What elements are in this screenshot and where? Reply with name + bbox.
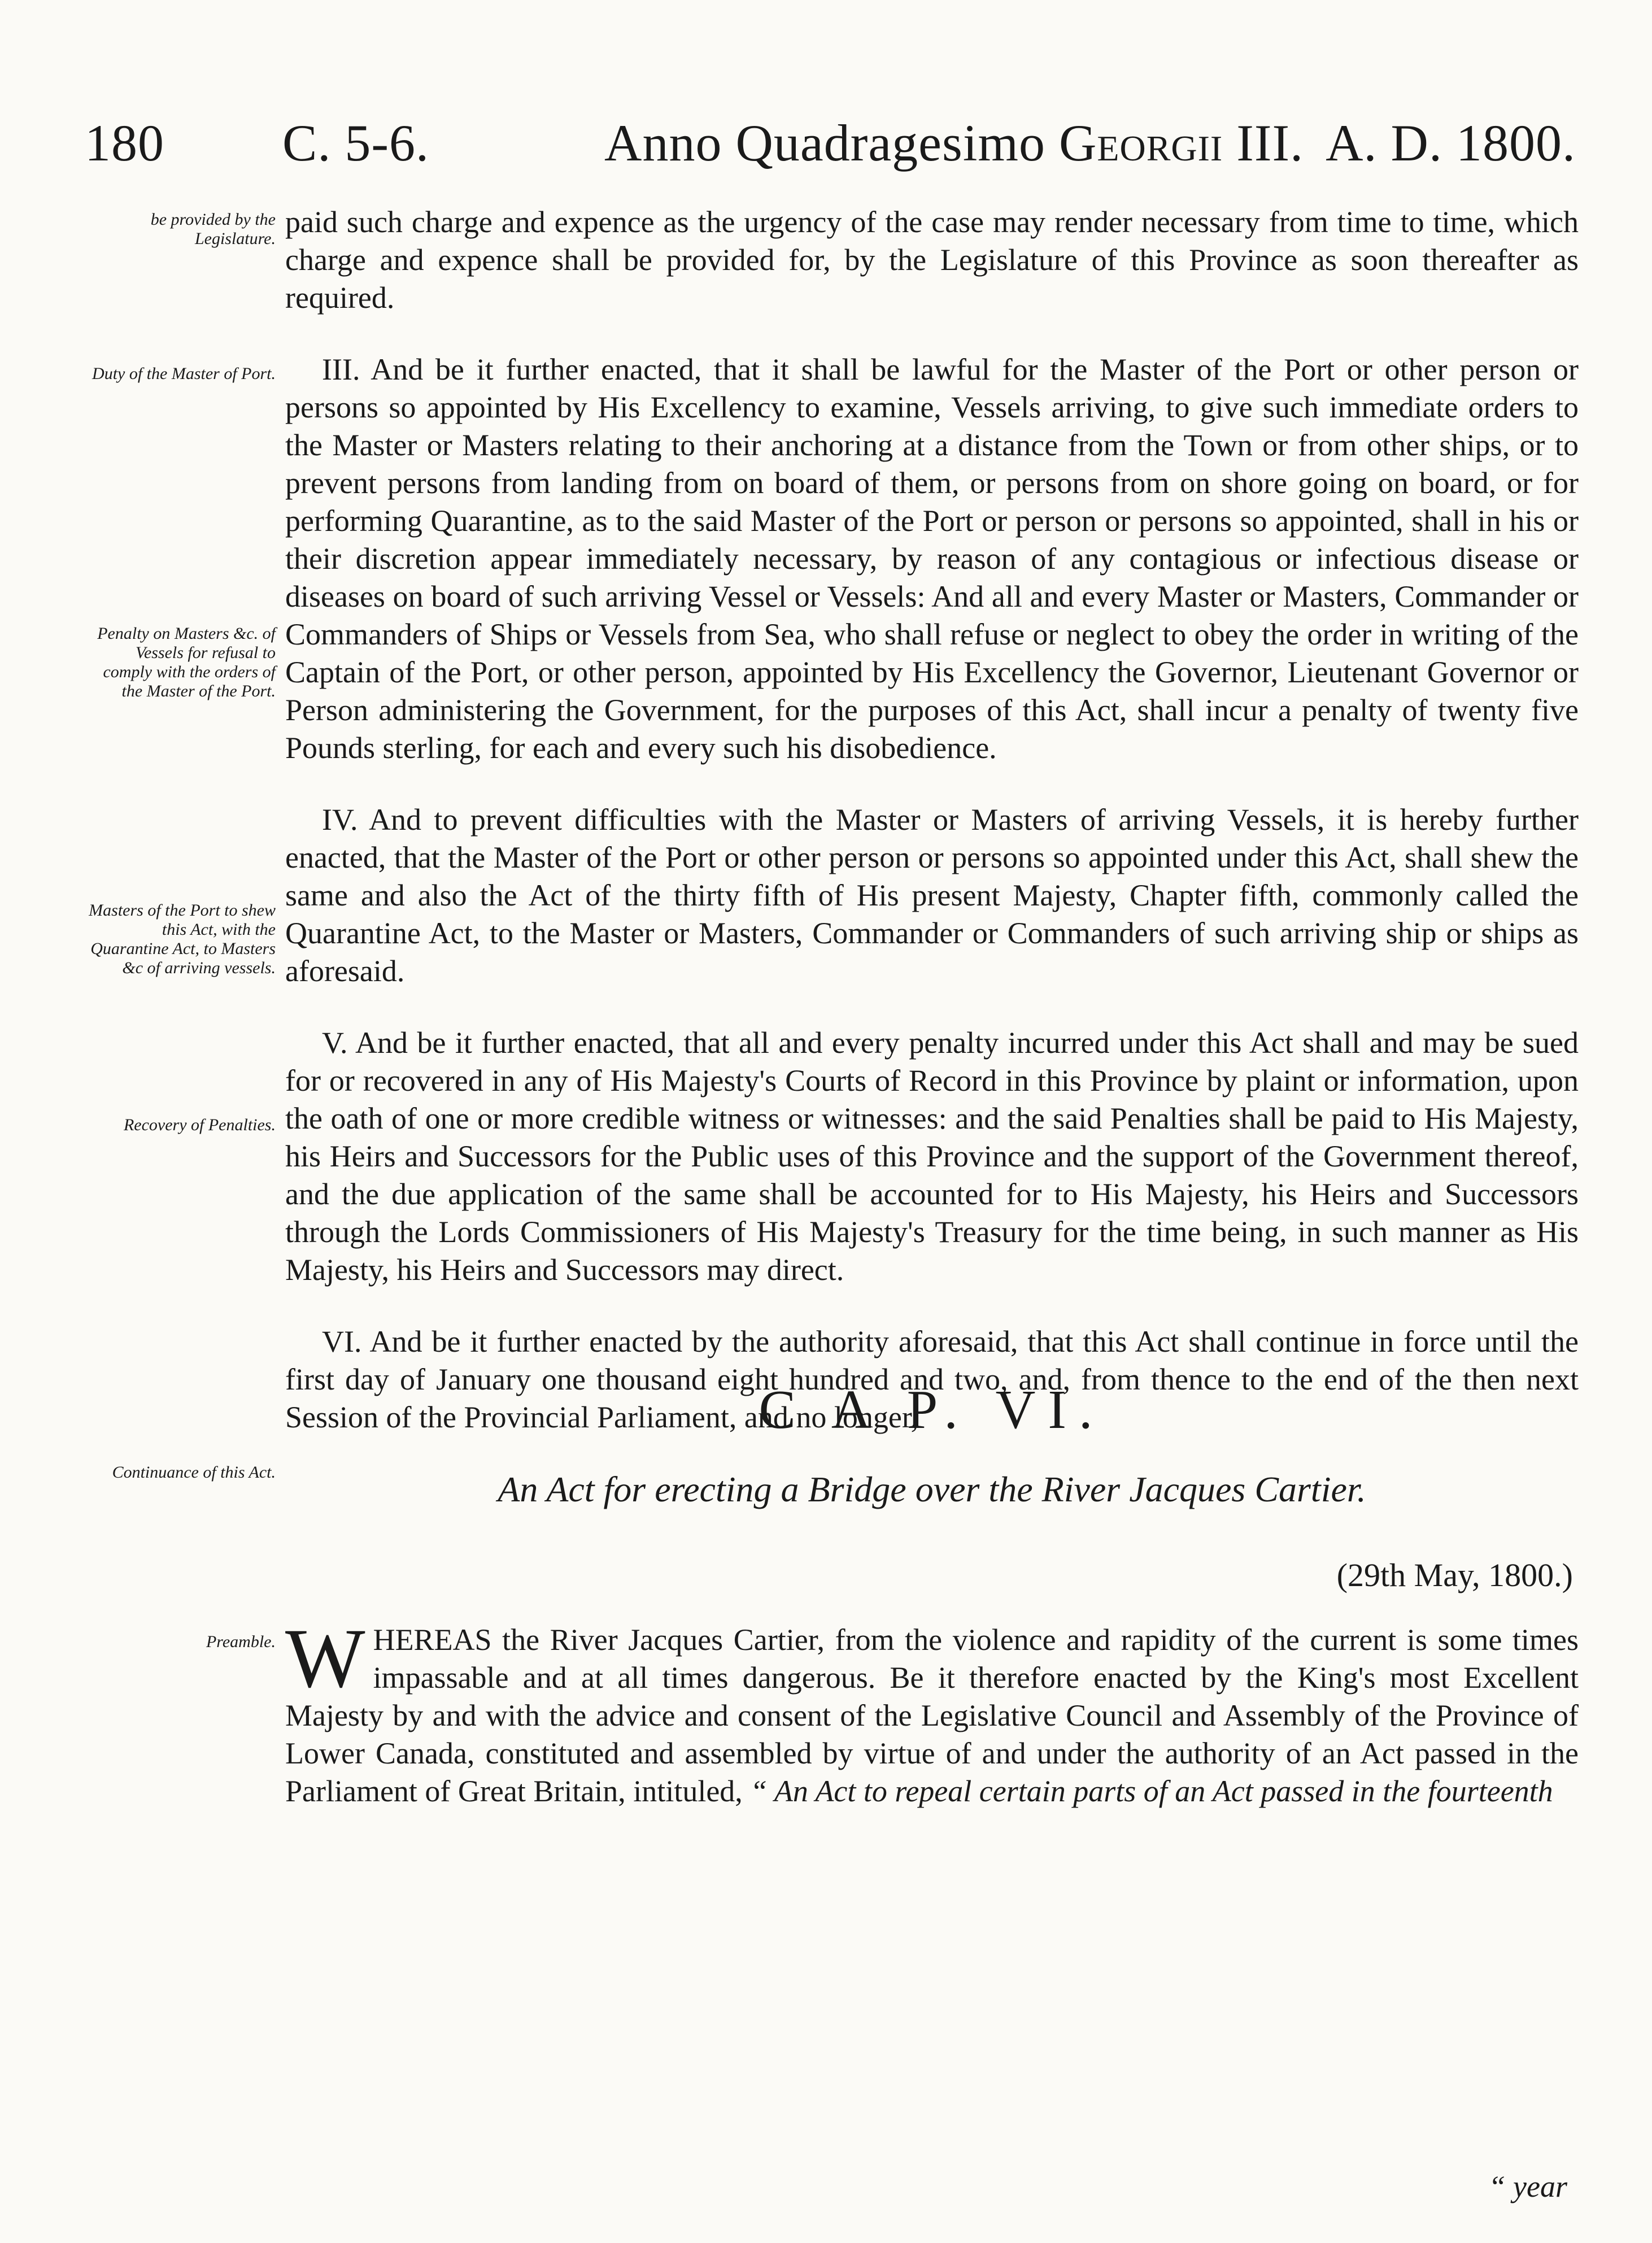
section-iv: IV. And to prevent difficulties with the Master or Masters of arriving Vessels, it is hereby further enacted, that the Master of the Port or other person or persons so appointed under this Act, shall shew the same and also the Act of the thirty fifth of His present Majesty, Chapter fifth, commonly called the Quarantine Act, to the Master or Masters, Commander or Commanders of such arriving ship or ships as aforesaid.	[285, 803, 1579, 988]
margin-note: Continuance of this Act.	[112, 1463, 276, 1482]
margin-note: Masters of the Port to shew this Act, with the Quarantine Act, to Masters &c of arriving vessels.	[89, 901, 276, 977]
preamble-quote: “ An Act to repeal certain parts of an Act passed in the fourteenth	[750, 1774, 1553, 1808]
margin-note: Recovery of Penalties.	[123, 1116, 276, 1134]
margin-note: be provided by the Legislature.	[150, 210, 276, 248]
preamble-text: HEREAS the River Jacques Cartier, from the violence and rapidity of the current is some times impassable and at all times dangerous. Be it therefore enacted by the King's most Excellent Majesty by and with the advice and consent of the Legislative Council and Assembly of the Province of Lower Canada, constituted and assembled by virtue of and under the authority of an Act passed in the Parliament of Great Britain, intituled,	[285, 1623, 1579, 1808]
act-title-text: An Act for erecting a Bridge over the River	[498, 1469, 1121, 1509]
margin-note: Duty of the Master of Port.	[92, 364, 276, 383]
paragraph-continuation: paid such charge and expence as the urgency of the case may render necessary from time to time, which charge and expence shall be provided for, by the Legislature of this Province as soon thereafter as required.	[285, 205, 1579, 315]
act-title-river: Jacques Cartier.	[1129, 1469, 1366, 1509]
header-year: A. D. 1800.	[1326, 114, 1576, 172]
section-v: V. And be it further enacted, that all and every penalty incurred under this Act shall and may be sued for or recovered in any of His Majesty's Courts of Record in this Province by plaint or information, upon the oath of one or more credible witness or witnesses: and the said Penalties shall be paid to His Majesty, his Heirs and Successors for the Public uses of this Province and the support of the Government thereof, and the due application of the same shall be accounted for to His Majesty, his Heirs and Successors through the Lords Commissioners of His Majesty's Treasury for the time being, in such manner as His Majesty, his Heirs and Successors may direct.	[285, 1026, 1579, 1287]
act-body	[285, 203, 1579, 1436]
page-number: 180	[85, 114, 164, 172]
regnal-title-suffix: III.	[1236, 114, 1304, 172]
margin-note: Penalty on Masters &c. of Vessels for refusal to comply with the orders of the Master of the Port.	[97, 624, 276, 700]
chapter-number: C. 5-6.	[282, 114, 429, 172]
regnal-title	[604, 113, 1304, 173]
section-vi: VI. And be it further enacted by the authority aforesaid, that this Act shall continue in force until the first day of January one thousand eight hundred and two, and, from thence to the end of the then next Session of the Provincial Parliament, and no longer,	[285, 1325, 1579, 1434]
running-header	[85, 113, 1576, 186]
regnal-title-king: Georgii	[1058, 114, 1223, 172]
act-title	[285, 1469, 1579, 1510]
section-iii: III. And be it further enacted, that it shall be lawful for the Master of the Port or other person or persons so appointed by His Excellency to examine, Vessels arriving, to give such immediate orders to the Master or Masters relating to their anchoring at a distance from the Town or from other ships, or to prevent persons from landing from on board of them, or persons from on shore going on board, or for performing Quarantine, as to the said Master of the Port or person or persons so appointed, shall in his or their discretion appear immediately necessary, by reason of any contagious or infectious disease or diseases on board of such arriving Vessel or Vessels: And all and every Master or Masters, Commander or Commanders of Ships or Vessels from Sea, who shall refuse or neglect to obey the order in writing of the Captain of the Port, or other person, appointed by His Excellency the Governor, Lieutenant Governor or Person administering the Government, for the purposes of this Act, shall incur a penalty of twenty five Pounds sterling, for each and every such his disobedience.	[285, 352, 1579, 765]
catchword: “ year	[1488, 2170, 1567, 2203]
chapter-heading: C A P. VI.	[759, 1379, 1105, 1440]
margin-note: Preamble.	[206, 1632, 276, 1651]
assent-date: (29th May, 1800.)	[1336, 1557, 1573, 1593]
regnal-title-prefix: Anno Quadragesimo	[604, 114, 1045, 172]
drop-cap: W	[285, 1612, 365, 1705]
preamble	[285, 1612, 1579, 1810]
